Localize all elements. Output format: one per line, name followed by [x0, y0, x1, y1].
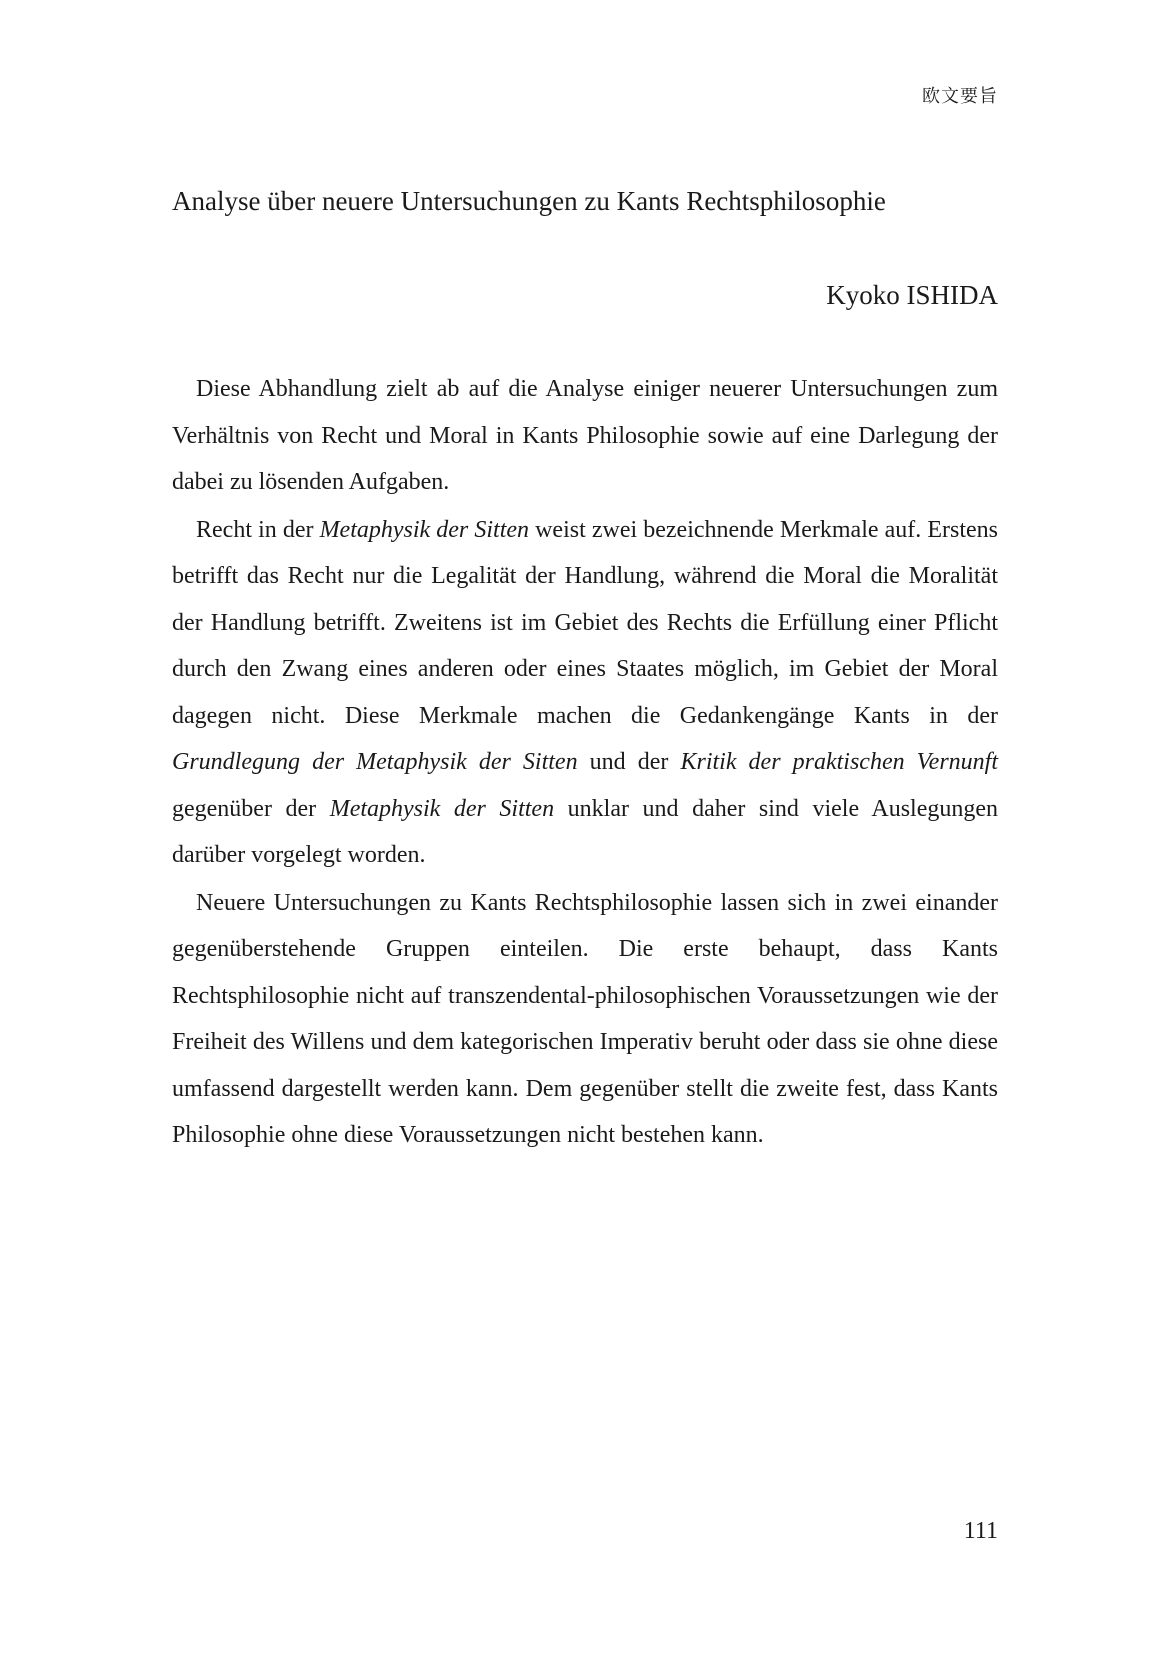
book-title-italic: Kritik der praktischen Vernunft [680, 749, 998, 775]
paragraph-1: Diese Abhandlung zielt ab auf die Analyse einiger neuerer Untersuchungen zum Verhältnis von Recht und Moral in Kants Philosophie sowie auf eine Darlegung der dabei zu lösenden Aufgaben. [172, 376, 998, 495]
article-author: Kyoko ISHIDA [826, 280, 998, 310]
book-title-italic: Metaphysik der Sitten [319, 516, 530, 543]
paragraph-2 [172, 507, 998, 879]
page-number: 111 [963, 1518, 998, 1544]
book-title-italic: Metaphysik der Sitten [329, 795, 555, 822]
article-title: Analyse über neuere Untersuchungen zu Kants Rechtsphilosophie [172, 186, 886, 216]
book-title-italic: Grundlegung der Metaphysik der Sitten [172, 749, 578, 775]
paragraph-2-segment: unklar und daher sind viele Auslegungen darüber vorgelegt worden. [172, 795, 998, 868]
paragraph-2-segment: und der [577, 749, 681, 775]
paragraph-2-segment: gegenüber der [172, 795, 330, 822]
running-head: 欧文要旨 [922, 86, 998, 107]
paragraph-2-segment: weist zwei bezeichnende Merkmale auf. Erstens betrifft das Recht nur die Legalität der Handlung, während die Moral die Moralität der Handlung betrifft. Zweitens ist im Gebiet des Rechts die Erfüllung einer Pflicht durch den Zwang eines anderen oder eines Staates möglich, im Gebiet der Moral dagegen nicht. Diese Merkmale machen die Gedankengänge Kants in der [172, 516, 999, 729]
paragraph-3: Neuere Untersuchungen zu Kants Rechtsphilosophie lassen sich in zwei einander gegenüberstehende Gruppen einteilen. Die erste behaupt, dass Kants Rechtsphilosophie nicht auf transzendental-philosophischen Voraussetzungen wie der Freiheit des Willens und dem kategorischen Imperativ beruht oder dass sie ohne diese umfassend dargestellt werden kann. Dem gegenüber stellt die zweite fest, dass Kants Philosophie ohne diese Voraussetzungen nicht bestehen kann. [172, 889, 998, 1148]
paragraph-2-segment: Recht in der [196, 516, 320, 543]
article-body [172, 366, 998, 1160]
